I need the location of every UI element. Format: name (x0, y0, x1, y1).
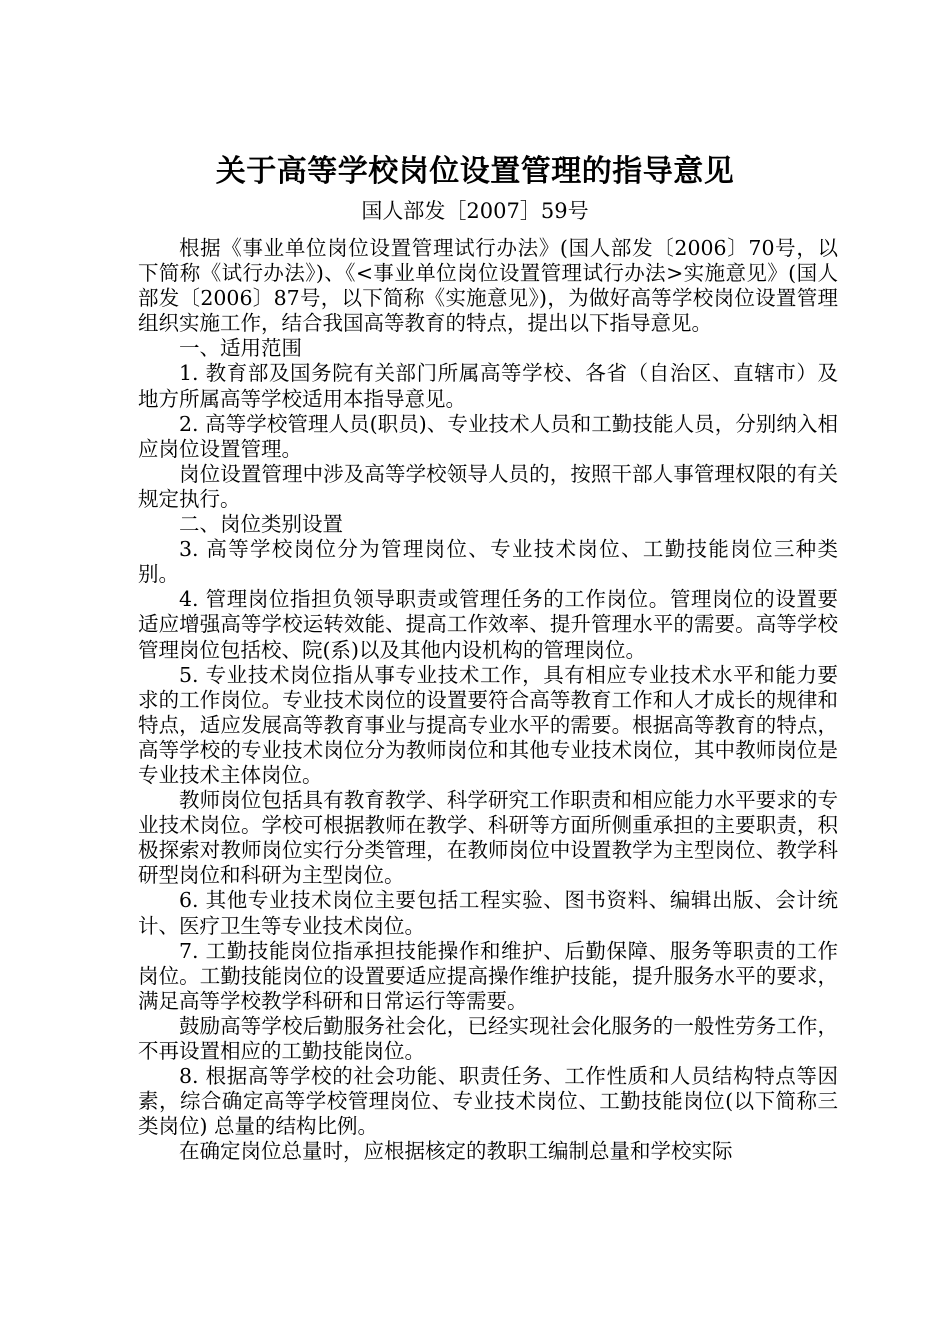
paragraph-leaders: 岗位设置管理中涉及高等学校领导人员的，按照干部人事管理权限的有关规定执行。 (138, 461, 838, 511)
paragraph-item-3: 3. 高等学校岗位分为管理岗位、专业技术岗位、工勤技能岗位三种类别。 (138, 537, 838, 587)
paragraph-item-5: 5. 专业技术岗位指从事专业技术工作，具有相应专业技术水平和能力要求的工作岗位。专业技术岗位的设置要符合高等教育工作和人才成长的规律和特点，适应发展高等教育事业与提高专业水平的需要。根据高等教育的特点，高等学校的专业技术岗位分为教师岗位和其他专业技术岗位，其中教师岗位是专业技术主体岗位。 (138, 662, 838, 787)
section-heading-scope: 一、适用范围 (179, 336, 302, 361)
paragraph-total-posts: 在确定岗位总量时，应根据核定的教职工编制总量和学校实际 (179, 1139, 733, 1164)
paragraph-teacher-posts: 教师岗位包括具有教育教学、科学研究工作职责和相应能力水平要求的专业技术岗位。学校可根据教师在教学、科研等方面所侧重承担的主要职责，积极探索对教师岗位实行分类管理，在教师岗位中设置教学为主型岗位、教学科研型岗位和科研为主型岗位。 (138, 788, 838, 888)
paragraph-logistics: 鼓励高等学校后勤服务社会化，已经实现社会化服务的一般性劳务工作，不再设置相应的工勤技能岗位。 (138, 1013, 838, 1063)
paragraph-intro: 根据《事业单位岗位设置管理试行办法》(国人部发〔2006〕70号，以下简称《试行办法》)、《<事业单位岗位设置管理试行办法>实施意见》(国人部发〔2006〕87号，以下简称《实施意见》)，为做好高等学校岗位设置管理组织实施工作，结合我国高等教育的特点，提出以下指导意见。 (138, 236, 838, 336)
paragraph-item-8: 8. 根据高等学校的社会功能、职责任务、工作性质和人员结构特点等因素，综合确定高等学校管理岗位、专业技术岗位、工勤技能岗位(以下简称三类岗位) 总量的结构比例。 (138, 1064, 838, 1139)
document-title: 关于高等学校岗位设置管理的指导意见 (215, 154, 735, 189)
paragraph-item-7: 7. 工勤技能岗位指承担技能操作和维护、后勤保障、服务等职责的工作岗位。工勤技能岗位的设置要适应提高操作维护技能，提升服务水平的要求，满足高等学校教学科研和日常运行等需要。 (138, 938, 838, 1013)
paragraph-item-2: 2. 高等学校管理人员(职员)、专业技术人员和工勤技能人员，分别纳入相应岗位设置管理。 (138, 411, 838, 461)
document-body (138, 236, 838, 1164)
document-number: 国人部发［2007］59号 (361, 199, 589, 223)
paragraph-item-4: 4. 管理岗位指担负领导职责或管理任务的工作岗位。管理岗位的设置要适应增强高等学校运转效能、提高工作效率、提升管理水平的需要。高等学校管理岗位包括校、院(系)以及其他内设机构的管理岗位。 (138, 587, 838, 662)
paragraph-item-1: 1. 教育部及国务院有关部门所属高等学校、各省（自治区、直辖市）及地方所属高等学校适用本指导意见。 (138, 361, 838, 411)
paragraph-item-6: 6. 其他专业技术岗位主要包括工程实验、图书资料、编辑出版、会计统计、医疗卫生等专业技术岗位。 (138, 888, 838, 938)
section-heading-categories: 二、岗位类别设置 (179, 512, 343, 537)
